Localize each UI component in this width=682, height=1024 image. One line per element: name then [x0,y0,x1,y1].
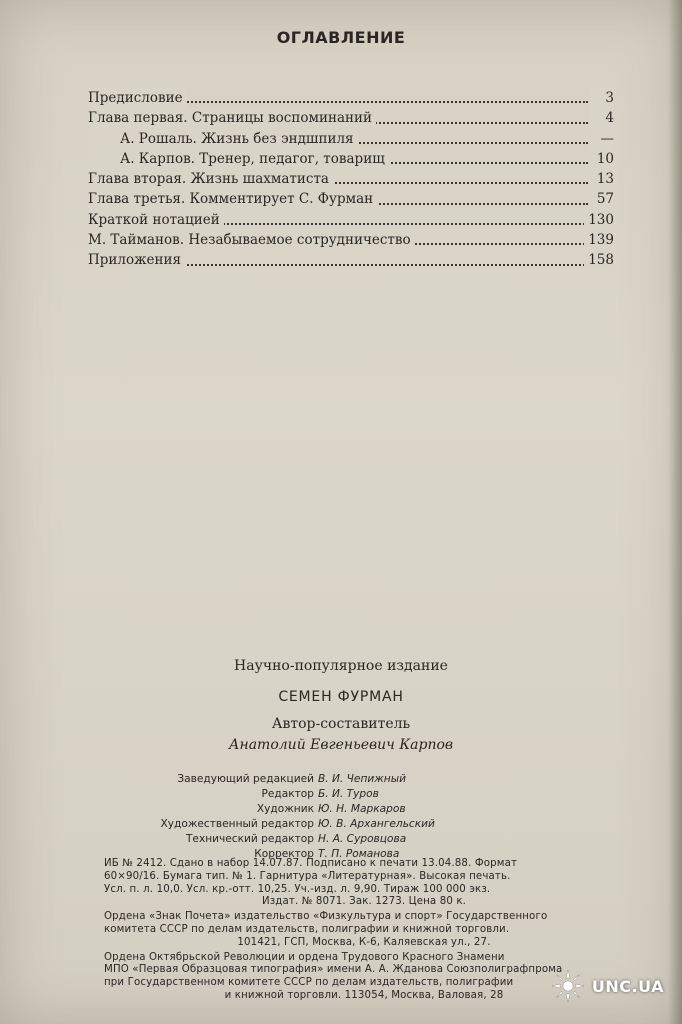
unc-logo-icon [550,968,586,1004]
toc-subentry [88,129,614,149]
page-edge-shadow [668,0,682,1024]
toc-entry [88,88,614,108]
credit-role: Корректор [254,848,314,860]
colophon-line: при Государственном комитете СССР по делам издательств, полиграфии [104,977,514,989]
toc-entry-label: М. Тайманов. Незабываемое сотрудничество [88,232,411,249]
toc-entry-page: 130 [584,210,614,230]
toc-entry-page: 139 [584,230,614,250]
toc-entry-label: А. Рошаль. Жизнь без эндшпиля [120,130,354,147]
colophon-line: и книжной торговли. 113054, Москва, Валовая, 28 [224,989,504,1001]
toc-entry-label: Приложения [88,252,182,269]
toc-entry-page: — [590,129,614,149]
toc-entry-page: 3 [590,88,614,108]
compiler-name: Анатолий Евгеньевич Карпов [228,737,454,753]
edition-type: Научно-популярное издание [234,658,448,674]
credit-role: Редактор [261,788,314,800]
toc-entry-page: 158 [584,250,614,270]
colophon-line: ИБ № 2412. Сдано в набор 14.07.87. Подписано к печати 13.04.88. Формат [104,858,518,869]
credit-row [0,787,682,802]
colophon-line: 101421, ГСП, Москва, К-6, Каляевская ул., 27. [237,936,491,948]
colophon-line: комитета СССР по делам издательств, полиграфии и книжной торговли. [104,923,510,935]
credits-list [0,772,682,862]
toc-entry-page: 10 [590,149,614,169]
toc-entry-label: Краткой нотацией [88,211,220,228]
colophon-line: МПО «Первая Образцовая типография» имени А. А. Жданова Союзполиграфпрома [104,964,563,976]
toc-entry-label: Глава первая. Страницы воспоминаний [88,110,373,127]
colophon-line: Ордена «Знак Почета» издательство «Физкультура и спорт» Государственного [104,911,548,923]
book-title: СЕМЕН ФУРМАН [278,689,404,705]
credit-row [0,802,682,817]
credit-name: Б. И. Туров [318,788,379,800]
compiler-role: Автор-составитель [271,716,411,732]
credit-name: В. И. Чепижный [318,773,406,785]
credit-name: Ю. В. Архангельский [318,818,435,830]
colophon-line: 60×90/16. Бумага тип. № 1. Гарнитура «Литературная». Высокая печать. [104,870,511,882]
credit-role: Заведующий редакцией [177,773,314,785]
toc-entry [88,108,614,128]
imprint-block [0,656,682,756]
colophon [104,858,624,1003]
toc-entry-page: 57 [590,189,614,209]
toc-entry-label: А. Карпов. Тренер, педагог, товарищ [120,150,385,167]
credit-name: Н. А. Суровцова [318,833,407,845]
table-of-contents [88,88,614,271]
toc-entry-page: 4 [590,108,614,128]
toc-entry [88,169,614,189]
toc-subentry [88,149,614,169]
credit-row [0,832,682,847]
watermark-text: UNC.UA [591,976,664,996]
credit-name: Т. П. Романова [318,848,400,860]
toc-entry-label: Глава третья. Комментирует С. Фурман [88,191,374,208]
toc-entry [88,210,614,230]
credit-role: Художник [256,803,314,815]
toc-entry [88,250,614,270]
toc-entry-label: Предисловие [88,90,183,106]
credit-row [0,817,682,832]
toc-entry [88,230,614,250]
colophon-line: Ордена Октябрьской Революции и ордена Трудового Красного Знамени [104,951,505,963]
credit-role: Художественный редактор [160,818,314,830]
colophon-line: Усл. п. л. 10,0. Усл. кр.-отт. 10,25. Уч.-изд. л. 9,90. Тираж 100 000 экз. [104,883,491,895]
credit-row [0,772,682,787]
site-watermark [550,968,664,1004]
toc-entry-page: 13 [590,169,614,189]
credit-name: Ю. Н. Маркаров [318,803,406,815]
colophon-line: Издат. № 8071. Зак. 1273. Цена 80 к. [261,896,467,908]
toc-heading: ОГЛАВЛЕНИЕ [276,28,406,47]
credit-role: Технический редактор [185,833,314,845]
toc-entry [88,189,614,209]
toc-entry-label: Глава вторая. Жизнь шахматиста [88,171,329,188]
